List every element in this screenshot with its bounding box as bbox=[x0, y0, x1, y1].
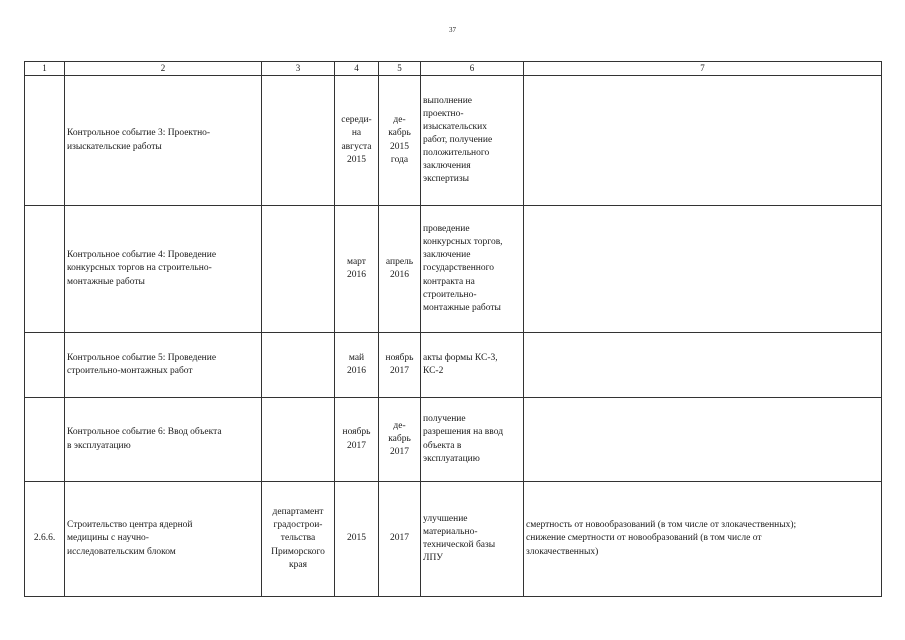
start-date: март 2016 bbox=[335, 206, 379, 333]
expected-result: выполнение проектно- изыскательских работ, получение положительного заключения экспертизы bbox=[421, 76, 524, 206]
header-col-2: 2 bbox=[65, 62, 262, 76]
executor bbox=[262, 76, 335, 206]
end-date: де- кабрь 2015 года bbox=[379, 76, 421, 206]
start-date: май 2016 bbox=[335, 333, 379, 398]
executor bbox=[262, 333, 335, 398]
expected-result: улучшение материально- технической базы ЛПУ bbox=[421, 482, 524, 597]
row-number bbox=[25, 206, 65, 333]
header-col-5: 5 bbox=[379, 62, 421, 76]
row-number bbox=[25, 333, 65, 398]
end-date: де- кабрь 2017 bbox=[379, 398, 421, 482]
indicator bbox=[524, 398, 882, 482]
header-col-1: 1 bbox=[25, 62, 65, 76]
row-number: 2.6.6. bbox=[25, 482, 65, 597]
end-date: ноябрь 2017 bbox=[379, 333, 421, 398]
header-col-6: 6 bbox=[421, 62, 524, 76]
end-date: апрель 2016 bbox=[379, 206, 421, 333]
indicator bbox=[524, 76, 882, 206]
table-row bbox=[25, 206, 882, 333]
expected-result: получение разрешения на ввод объекта в эксплуатацию bbox=[421, 398, 524, 482]
event-name: Контрольное событие 3: Проектно- изыскательские работы bbox=[65, 76, 262, 206]
event-name: Контрольное событие 6: Ввод объекта в эксплуатацию bbox=[65, 398, 262, 482]
indicator bbox=[524, 333, 882, 398]
expected-result: акты формы КС-3, КС-2 bbox=[421, 333, 524, 398]
row-number bbox=[25, 76, 65, 206]
table-row bbox=[25, 482, 882, 597]
program-table bbox=[24, 61, 882, 597]
table-row bbox=[25, 76, 882, 206]
event-name: Контрольное событие 5: Проведение строительно-монтажных работ bbox=[65, 333, 262, 398]
start-date: ноябрь 2017 bbox=[335, 398, 379, 482]
indicator bbox=[524, 206, 882, 333]
executor bbox=[262, 206, 335, 333]
header-row bbox=[25, 62, 882, 76]
start-date: 2015 bbox=[335, 482, 379, 597]
table-row bbox=[25, 398, 882, 482]
end-date: 2017 bbox=[379, 482, 421, 597]
event-name: Контрольное событие 4: Проведение конкурсных торгов на строительно- монтажные работы bbox=[65, 206, 262, 333]
table-row bbox=[25, 333, 882, 398]
start-date: середи- на августа 2015 bbox=[335, 76, 379, 206]
header-col-7: 7 bbox=[524, 62, 882, 76]
header-col-3: 3 bbox=[262, 62, 335, 76]
row-number bbox=[25, 398, 65, 482]
expected-result: проведение конкурсных торгов, заключение государственного контракта на строительно- монтажные работы bbox=[421, 206, 524, 333]
page-number: 37 bbox=[449, 26, 456, 34]
indicator: смертность от новообразований (в том числе от злокачественных); снижение смертности от новообразований (в том числе от злокачественных) bbox=[524, 482, 882, 597]
executor: департамент градострои- тельства Приморского края bbox=[262, 482, 335, 597]
event-name: Строительство центра ядерной медицины с научно- исследовательским блоком bbox=[65, 482, 262, 597]
header-col-4: 4 bbox=[335, 62, 379, 76]
executor bbox=[262, 398, 335, 482]
